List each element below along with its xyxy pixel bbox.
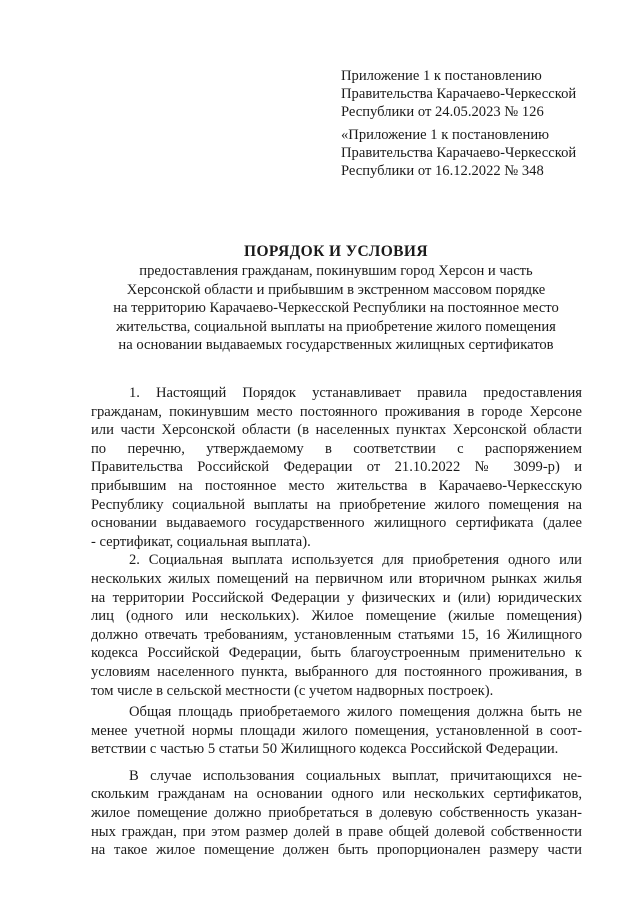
paragraph-line: основании выдаваемого государственного жилищного сертификата (далее [91,515,582,532]
paragraph-line: должно отвечать требованиям, установленным статьями 15, 16 Жилищного [91,626,582,643]
subtitle-line: жительства, социальной выплаты на приобретение жилого помещения [116,318,556,335]
approval-line: Приложение 1 к постановлению [341,68,542,84]
paragraph-1 [91,384,582,551]
paragraph-line: кодекса Российской Федерации, быть благоустроенным применительно к [91,645,582,662]
document-body [91,384,582,860]
paragraph-line: по перечню, утверждаемому в соответствии с распоряжением [91,440,582,457]
subtitle-line: на территорию Карачаево-Черкесской Республики на постоянное место [113,300,559,317]
paragraph-line: ветствии с частью 5 статьи 50 Жилищного кодекса Российской Федерации. [91,741,559,758]
approval-line: Правительства Карачаево-Черкесской [341,145,577,161]
subtitle-line: предоставления гражданам, покинувшим город Херсон и часть [139,263,533,279]
paragraph-line: гражданам, покинувшим место постоянного проживания в городе Херсоне [91,403,582,420]
approval-line: «Приложение 1 к постановлению [341,127,550,143]
subtitle-line: Херсонской области и прибывшим в экстренном массовом порядке [126,281,546,298]
document-subtitle [60,262,612,355]
approval-note-current [341,67,611,121]
subtitle-line: на основании выдаваемых государственных жилищных сертификатов [118,337,554,354]
approval-line: Правительства Карачаево-Черкесской [341,86,577,102]
paragraph-line: В случае использования социальных выплат, причитающихся не- [129,767,582,784]
paragraph-4 [91,767,582,860]
paragraph-line: или части Херсонской области (в населенных пунктах Херсонской области [91,422,582,439]
paragraph-2 [91,551,582,700]
paragraph-line: менее учетной нормы площади жилого помещения, установленной в соот- [91,722,582,739]
paragraph-3 [91,703,582,759]
paragraph-line: скольким гражданам на основании одного или нескольких сертификатов, [91,786,582,803]
paragraph-line: - сертификат, социальная выплата). [91,533,311,550]
paragraph-line: Республику социальной выплаты на приобретение жилого помещения на [91,496,582,513]
paragraph-line: ных граждан, при этом размер долей в праве общей долевой собственности [91,823,582,840]
paragraph-line: жилое помещение должно приобретаться в долевую собственность указан- [91,805,582,822]
paragraph-line: Общая площадь приобретаемого жилого помещения должна быть не [129,704,582,721]
approval-line: Республики от 16.12.2022 № 348 [341,163,544,179]
paragraph-line: 1. Настоящий Порядок устанавливает правила предоставления [129,385,582,401]
paragraph-line: на территории Российской Федерации у физических и (или) юридических [91,589,582,606]
paragraph-line: 2. Социальная выплата используется для приобретения одного или [129,552,582,569]
paragraph-line: Правительства Российской Федерации от 21.10.2022 № 3099-р) и [91,459,582,476]
approval-note-previous [341,126,611,180]
paragraph-line: том числе в сельской местности (с учетом надворных построек). [91,682,494,699]
document-title: ПОРЯДОК И УСЛОВИЯ [244,243,428,260]
paragraph-line: условиям населенного пункта, выбранного для постоянного проживания, в [91,663,582,680]
paragraph-line: прибывшим на постоянное место жительства в Карачаево-Черкесскую [91,477,582,494]
paragraph-line: на такое жилое помещение должен быть пропорционален размеру части [91,842,582,859]
paragraph-line: лиц (одного или нескольких). Жилое помещение (жилые помещения) [91,608,582,625]
approval-line: Республики от 24.05.2023 № 126 [341,104,544,120]
paragraph-line: нескольких жилых помещений на первичном или вторичном рынках жилья [91,570,582,587]
